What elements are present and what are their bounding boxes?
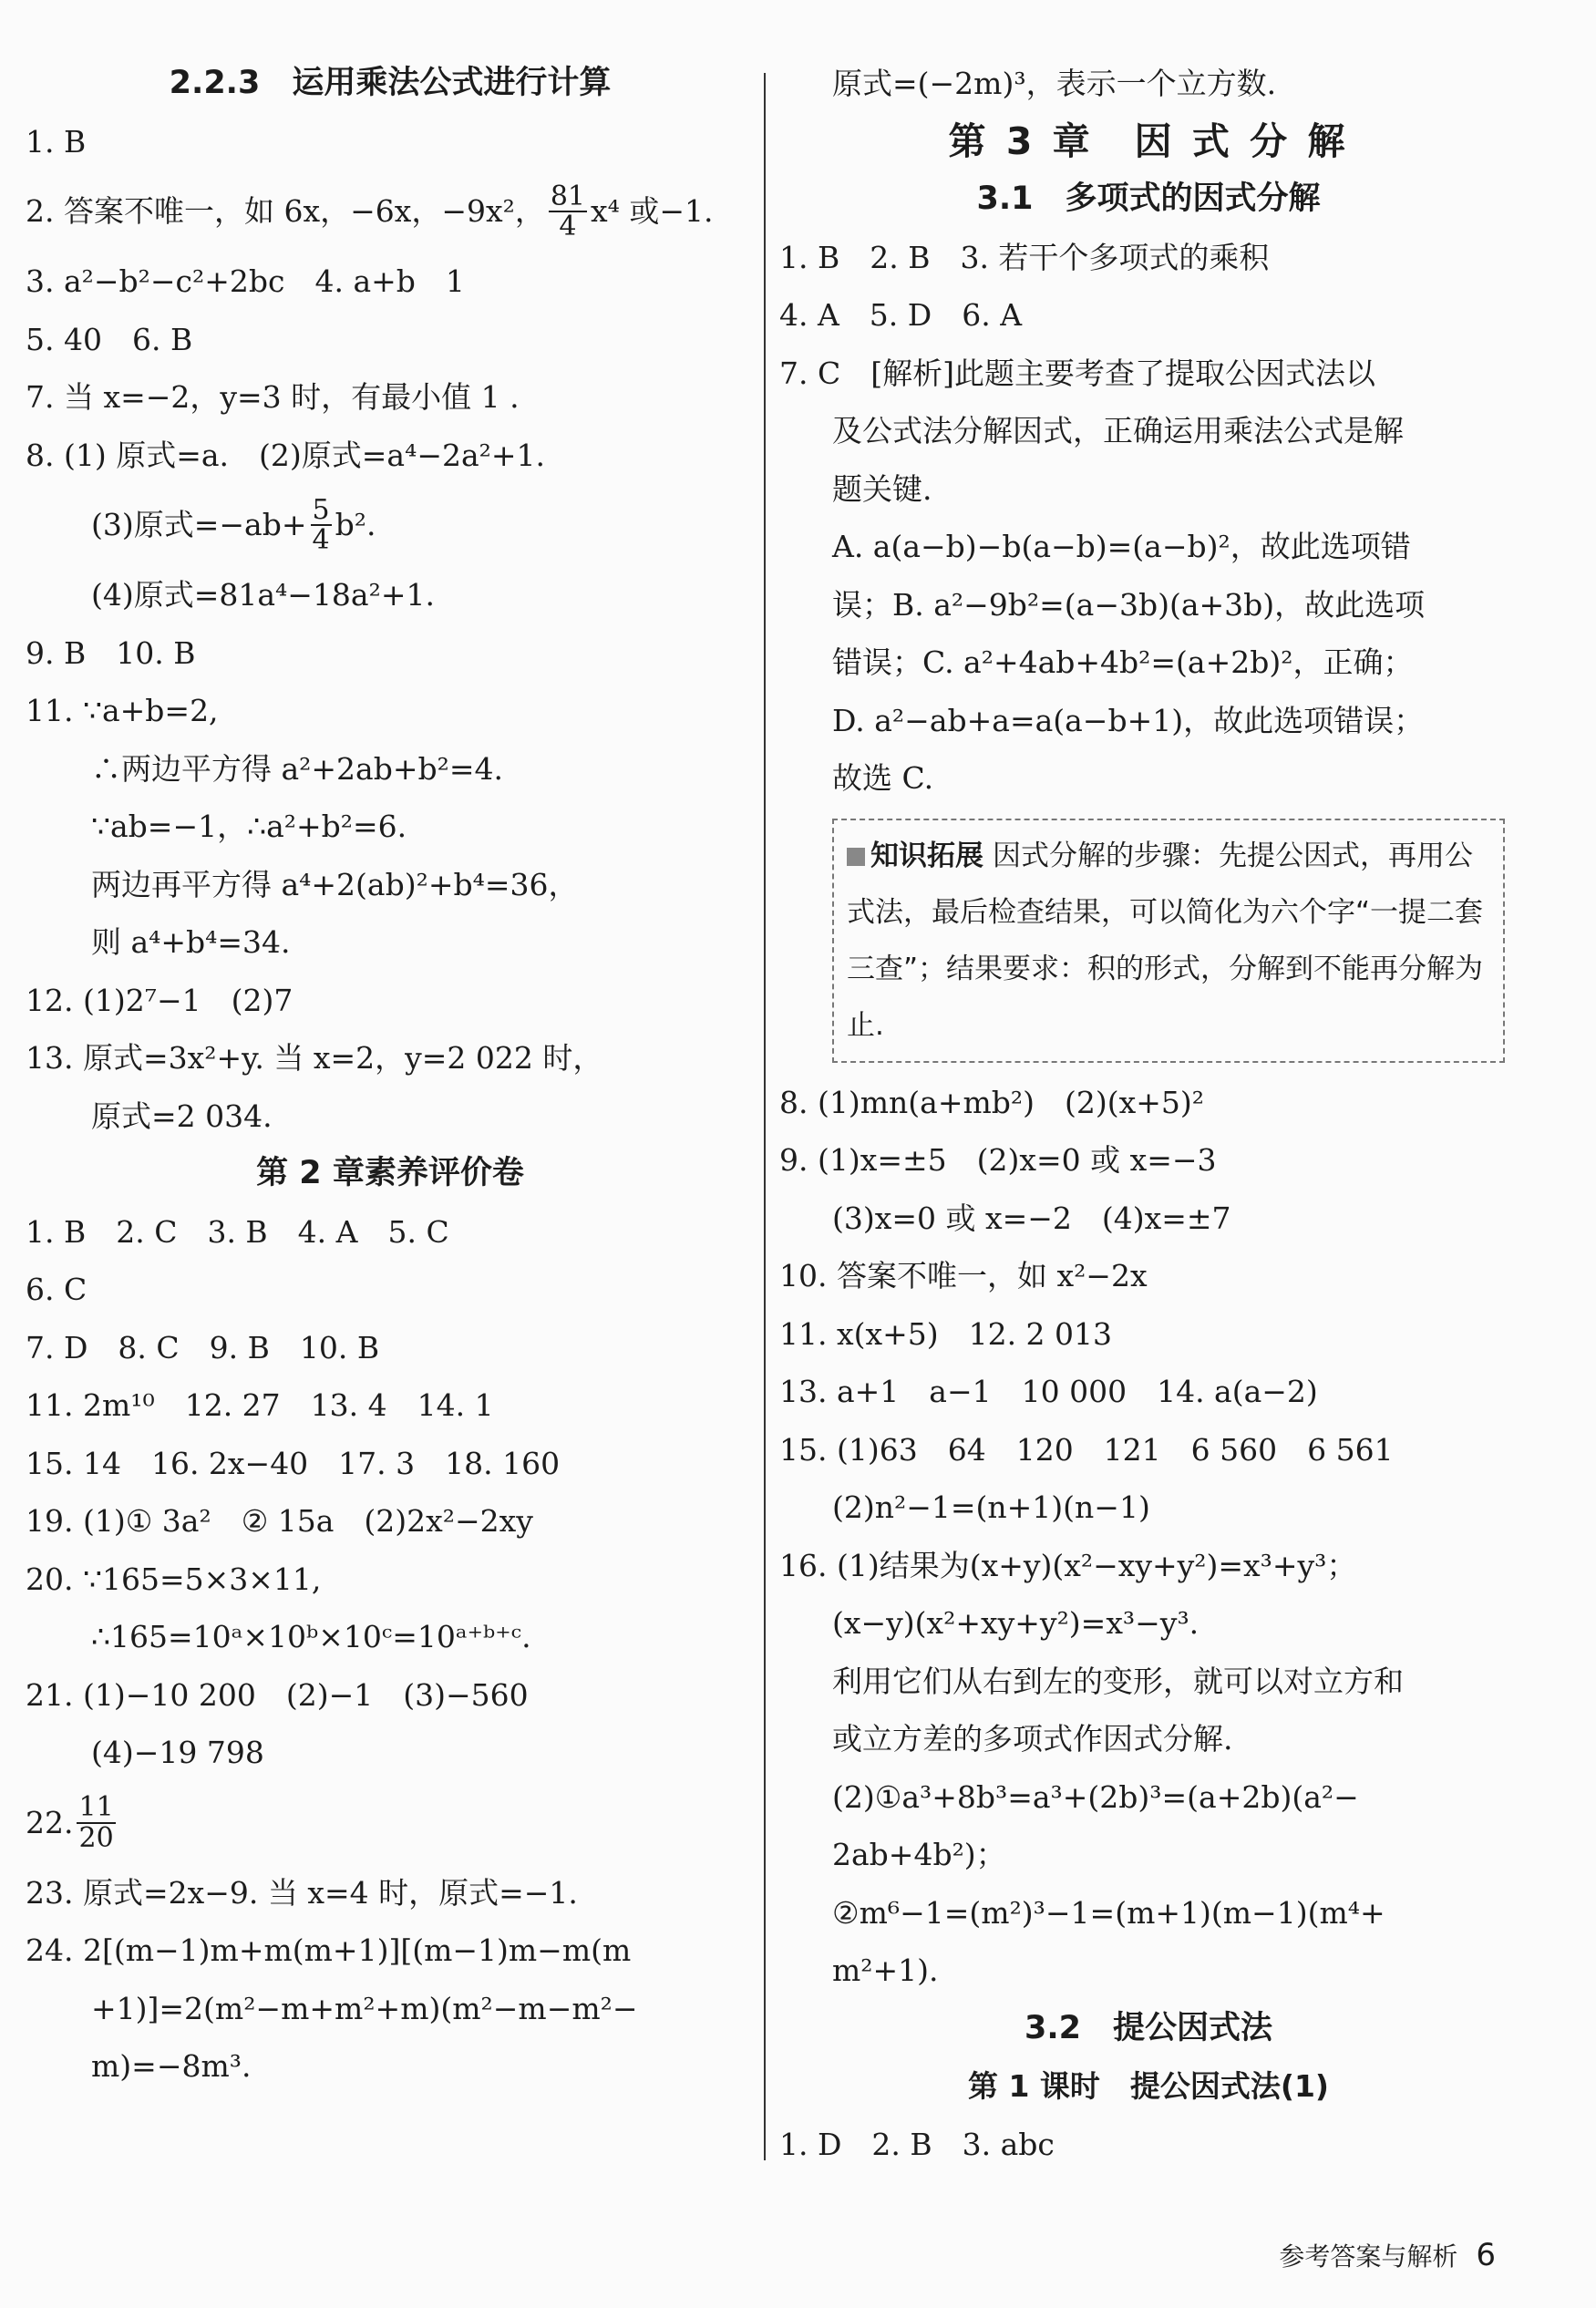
- answer-line: 错误；C. a²+4ab+4b²=(a+2b)²，正确；: [832, 644, 1414, 680]
- answer-line: 2ab+4b²)；: [832, 1837, 1006, 1872]
- answer-text: 2. 答案不唯一，如 6x，−6x，−9x²，: [26, 193, 545, 229]
- box-tag: 知识拓展: [870, 839, 983, 872]
- fraction-numerator: 81: [550, 180, 586, 212]
- footer-label: 参考答案与解析: [1279, 2241, 1458, 2272]
- answer-line: 8. (1)mn(a+mb²) (2)(x+5)²: [779, 1084, 1204, 1120]
- answer-line: 16. (1)结果为(x+y)(x²−xy+y²)=x³+y³；: [779, 1547, 1357, 1583]
- fraction-denominator: 4: [312, 524, 330, 556]
- answer-line: (4)原式=81a⁴−18a²+1.: [91, 577, 435, 613]
- answer-line: m)=−8m³.: [91, 2048, 252, 2084]
- column-divider: [764, 73, 766, 2160]
- answer-line: 误；B. a²−9b²=(a−3b)(a+3b)，故此选项: [832, 586, 1426, 623]
- answer-line: 9. (1)x=±5 (2)x=0 或 x=−3: [779, 1142, 1217, 1178]
- fraction-denominator: 20: [78, 1821, 114, 1854]
- answer-line: 7. 当 x=−2，y=3 时，有最小值 1 .: [26, 379, 520, 415]
- answer-line: (2)n²−1=(n+1)(n−1): [832, 1489, 1150, 1525]
- box-marker-icon: [847, 848, 865, 866]
- answer-line: 及公式法分解因式，正确运用乘法公式是解: [832, 413, 1404, 448]
- answer-line: 6. C: [26, 1272, 88, 1307]
- answer-text: b².: [335, 507, 376, 542]
- answer-line: 7. C [解析]此题主要考查了提取公因式法以: [779, 355, 1375, 391]
- section-title: 2.2.3 运用乘法公式进行计算: [169, 65, 612, 101]
- answer-line: 5. 40 6. B: [26, 321, 193, 357]
- answer-line: 原式=2 034.: [91, 1097, 273, 1134]
- answer-line: 故选 C.: [832, 760, 934, 796]
- chapter-title: 第 2 章素养评价卷: [256, 1155, 524, 1191]
- fraction: [311, 493, 332, 556]
- answer-line: (x−y)(x²+xy+y²)=x³−y³.: [832, 1605, 1200, 1641]
- answer-line: [26, 1782, 755, 1864]
- answer-line: 7. D 8. C 9. B 10. B: [26, 1329, 380, 1365]
- answer-line: ②m⁶−1=(m²)³−1=(m+1)(m−1)(m⁴+: [832, 1894, 1385, 1931]
- answer-line: 20. ∵165=5×3×11,: [26, 1561, 322, 1597]
- answer-line: 利用它们从右到左的变形，就可以对立方和: [832, 1663, 1404, 1699]
- answer-line: 11. 2m¹⁰ 12. 27 13. 4 14. 1: [26, 1387, 494, 1423]
- answer-text: x⁴ 或−1.: [591, 193, 714, 229]
- answer-line: 3. a²−b²−c²+2bc 4. a+b 1: [26, 263, 465, 299]
- answer-line: ∴165=10ᵃ×10ᵇ×10ᶜ=10ᵃ⁺ᵇ⁺ᶜ.: [91, 1619, 531, 1654]
- fraction: [549, 182, 587, 242]
- answer-line: 13. 原式=3x²+y. 当 x=2，y=2 022 时，: [26, 1040, 603, 1076]
- section-title: 3.1 多项式的因式分解: [976, 180, 1321, 217]
- answer-line: 23. 原式=2x−9. 当 x=4 时，原式=−1.: [26, 1874, 578, 1911]
- answer-line: m²+1).: [832, 1953, 939, 1988]
- answer-line: 11. ∵a+b=2,: [26, 693, 219, 728]
- answer-line: [26, 484, 755, 566]
- lesson-title: 第 1 课时 提公因式法(1): [967, 2068, 1330, 2104]
- answer-line: 24. 2[(m−1)m+m(m+1)][(m−1)m−m(m: [26, 1932, 632, 1968]
- answer-line: 题关键.: [832, 470, 932, 507]
- answer-text: (3)原式=−ab+: [91, 507, 307, 542]
- answer-line: D. a²−ab+a=a(a−b+1)，故此选项错误；: [832, 702, 1425, 738]
- answer-line: 9. B 10. B: [26, 634, 196, 671]
- right-column: [779, 55, 1518, 2173]
- answer-line: 15. (1)63 64 120 121 6 560 6 561: [779, 1431, 1394, 1468]
- chapter-title: 第 3 章 因 式 分 解: [948, 118, 1349, 163]
- fraction-numerator: 11: [78, 1791, 114, 1823]
- answer-line: (3)x=0 或 x=−2 (4)x=±7: [832, 1200, 1231, 1236]
- answer-line: 1. B 2. C 3. B 4. A 5. C: [26, 1213, 449, 1250]
- answer-line: 19. (1)① 3a² ② 15a (2)2x²−2xy: [26, 1503, 533, 1539]
- page-number: 6: [1476, 2237, 1496, 2273]
- answer-line: 21. (1)−10 200 (2)−1 (3)−560: [26, 1676, 529, 1713]
- box-text: 因式分解的步骤：先提公因式，再用公式法，最后检查结果，可以简化为六个字“一提二套三查”；结果要求：积的形式，分解到不能再分解为止.: [847, 839, 1484, 1042]
- answer-line: 11. x(x+5) 12. 2 013: [779, 1315, 1113, 1352]
- answer-line: 则 a⁴+b⁴=34.: [91, 924, 291, 960]
- answer-line: (2)①a³+8b³=a³+(2b)³=(a+2b)(a²−: [832, 1778, 1359, 1815]
- section-title: 3.2 提公因式法: [1024, 2009, 1272, 2046]
- answer-line: (4)−19 798: [91, 1735, 264, 1770]
- answer-line: 4. A 5. D 6. A: [779, 297, 1023, 333]
- answer-line: ∴两边平方得 a²+2ab+b²=4.: [91, 750, 503, 787]
- answer-line: 1. D 2. B 3. abc: [779, 2126, 1055, 2162]
- answer-line: 或立方差的多项式作因式分解.: [832, 1721, 1233, 1757]
- answer-line: 原式=(−2m)³，表示一个立方数.: [832, 66, 1277, 101]
- answer-line: 1. B: [26, 123, 87, 160]
- answer-text: 22.: [26, 1804, 74, 1840]
- knowledge-extension-box: [832, 819, 1505, 1063]
- answer-line: +1)]=2(m²−m+m²+m)(m²−m−m²−: [91, 1990, 638, 2026]
- answer-line: 15. 14 16. 2x−40 17. 3 18. 160: [26, 1445, 561, 1481]
- answer-line: 8. (1) 原式=a. (2)原式=a⁴−2a²+1.: [26, 437, 546, 473]
- answer-line: ∵ab=−1，∴a²+b²=6.: [91, 809, 407, 844]
- answer-line: A. a(a−b)−b(a−b)=(a−b)²，故此选项错: [832, 529, 1411, 564]
- answer-line: 12. (1)2⁷−1 (2)7: [26, 982, 293, 1018]
- fraction-denominator: 4: [559, 211, 577, 242]
- answer-line: 两边再平方得 a⁴+2(ab)²+b⁴=36，: [91, 866, 579, 902]
- answer-line: 1. B 2. B 3. 若干个多项式的乘积: [779, 239, 1270, 275]
- fraction-numerator: 5: [312, 493, 330, 526]
- left-column: [26, 55, 755, 2096]
- fraction: [77, 1793, 115, 1852]
- answer-line: 13. a+1 a−1 10 000 14. a(a−2): [779, 1374, 1318, 1409]
- answer-line: [26, 170, 755, 252]
- answer-line: 10. 答案不唯一，如 x²−2x: [779, 1258, 1148, 1293]
- page-footer: [1279, 2237, 1496, 2273]
